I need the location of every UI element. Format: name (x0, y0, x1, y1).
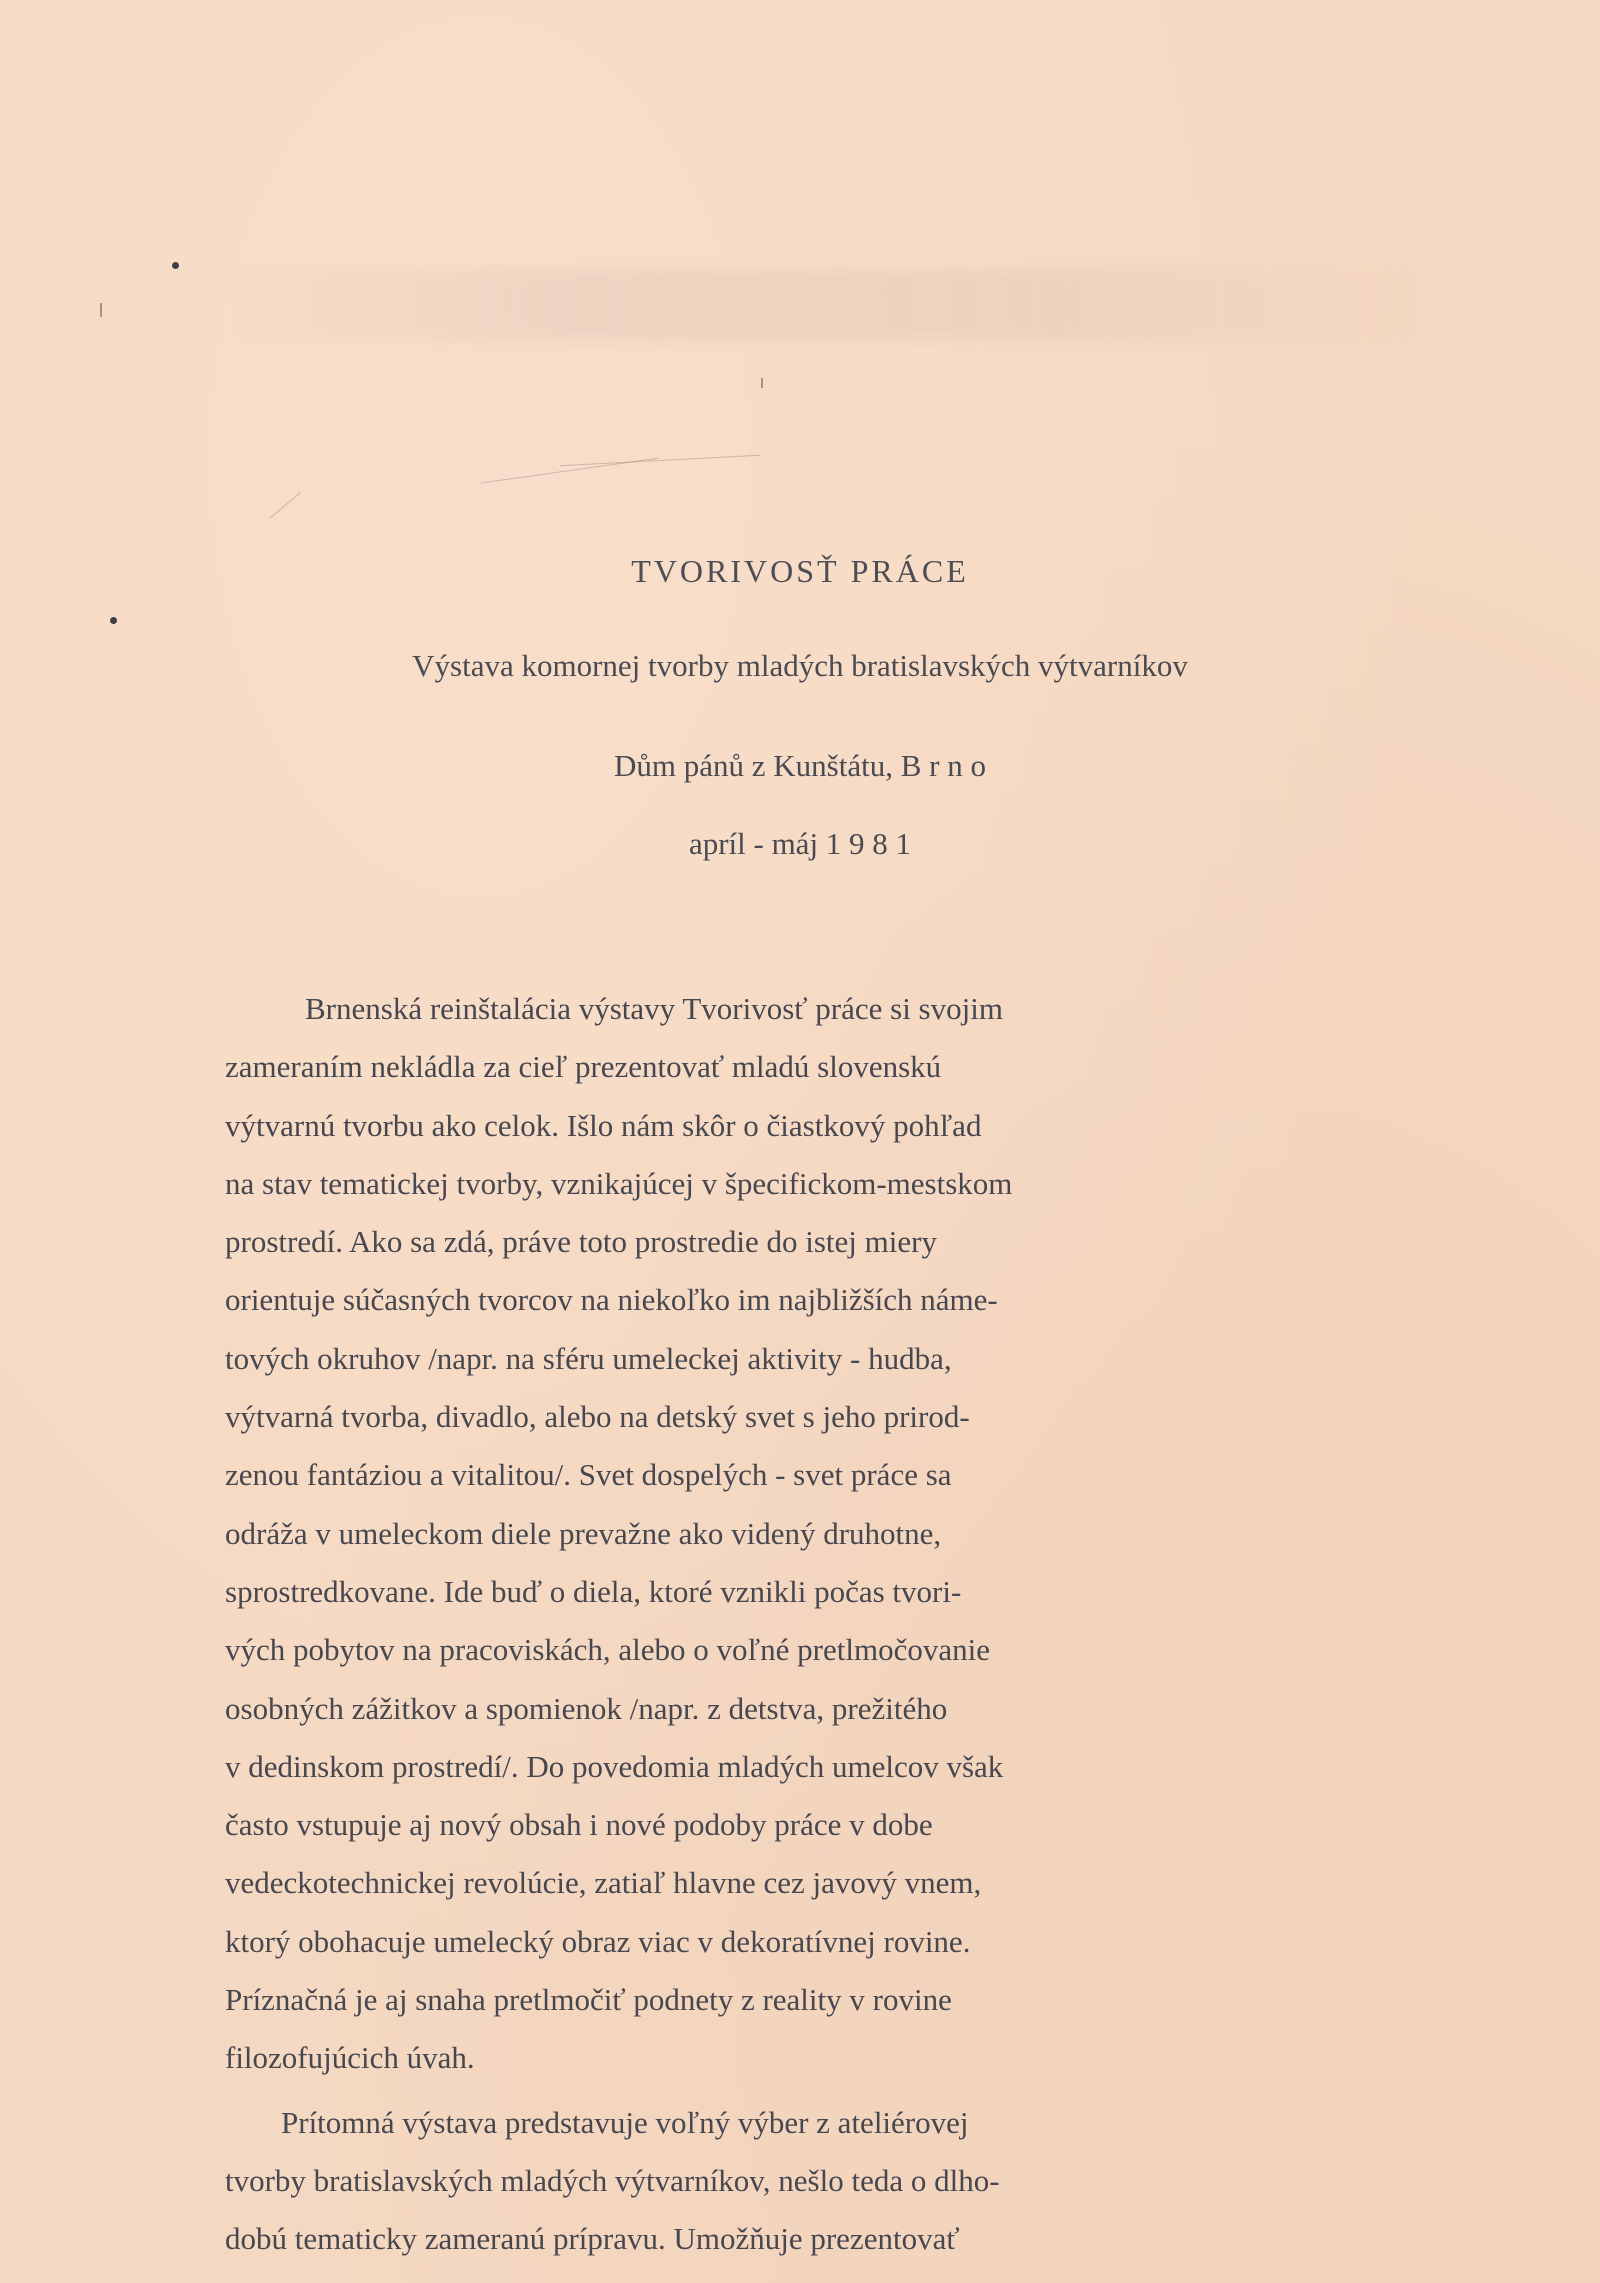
body-line: tvorby bratislavských mladých výtvarníkov, nešlo teda o dlho- (225, 2162, 1000, 2198)
body-line: odráža v umeleckom diele prevažne ako videný druhotne, (225, 1515, 942, 1551)
paper-scratch (560, 455, 760, 466)
paper-mark (100, 303, 102, 317)
body-line: vých pobytov na pracoviskách, alebo o voľné pretlmočovanie (225, 1632, 990, 1668)
body-line: dobú tematicky zameranú prípravu. Umožňuje prezentovať (225, 2221, 960, 2257)
body-line: osobných zážitkov a spomienok /napr. z detstva, prežitého (225, 1690, 948, 1726)
body-line: v dedinskom prostredí/. Do povedomia mladých umelcov však (225, 1748, 1004, 1784)
body-line: často vstupuje aj nový obsah i nové podoby práce v dobe (225, 1807, 933, 1843)
exhibition-venue: Dům pánů z Kunštátu, B r n o (614, 748, 986, 783)
body-line: vedeckotechnickej revolúcie, zatiaľ hlavne cez javový vnem, (225, 1865, 982, 1901)
body-line: ktorý obohacuje umelecký obraz viac v dekoratívnej rovine. (225, 1923, 971, 1959)
paper-mark (761, 378, 763, 388)
body-line: prostredí. Ako sa zdá, práve toto prostredie do istej miery (225, 1224, 937, 1260)
body-line: Príznačná je aj snaha pretlmočiť podnety z reality v rovine (225, 1982, 952, 2018)
body-line: zenou fantáziou a vitalitou/. Svet dospelých - svet práce sa (225, 1457, 952, 1493)
body-line: zameraním nekládla za cieľ prezentovať mladú slovenskú (225, 1049, 942, 1085)
document-title: TVORIVOSŤ PRÁCE (631, 553, 969, 589)
paper-smudge (220, 270, 1420, 340)
document-body (225, 980, 1305, 2269)
paper-speck (110, 617, 117, 624)
body-line: sprostredkovane. Ide buď o diela, ktoré vznikli počas tvori- (225, 1573, 962, 1609)
body-line: orientuje súčasných tvorcov na niekoľko im najbližších náme- (225, 1282, 998, 1318)
paper-speck (172, 262, 179, 269)
body-line: výtvarnú tvorbu ako celok. Išlo nám skôr o čiastkový pohľad (225, 1107, 982, 1143)
body-line: filozofujúcich úvah. (225, 2040, 475, 2076)
exhibition-subtitle: Výstava komornej tvorby mladých bratislavských výtvarníkov (412, 648, 1188, 683)
body-line: tových okruhov /napr. na sféru umeleckej aktivity - hudba, (225, 1340, 952, 1376)
body-line: Brnenská reinštalácia výstavy Tvorivosť práce si svojim (305, 991, 1003, 1026)
exhibition-date: apríl - máj 1 9 8 1 (688, 826, 912, 861)
body-line: na stav tematickej tvorby, vznikajúcej v špecifickom-mestskom (225, 1165, 1013, 1201)
paper-scratch (269, 492, 300, 518)
body-line: Prítomná výstava predstavuje voľný výber z ateliérovej (281, 2104, 969, 2140)
body-line: výtvarná tvorba, divadlo, alebo na detský svet s jeho prirod- (225, 1399, 970, 1435)
